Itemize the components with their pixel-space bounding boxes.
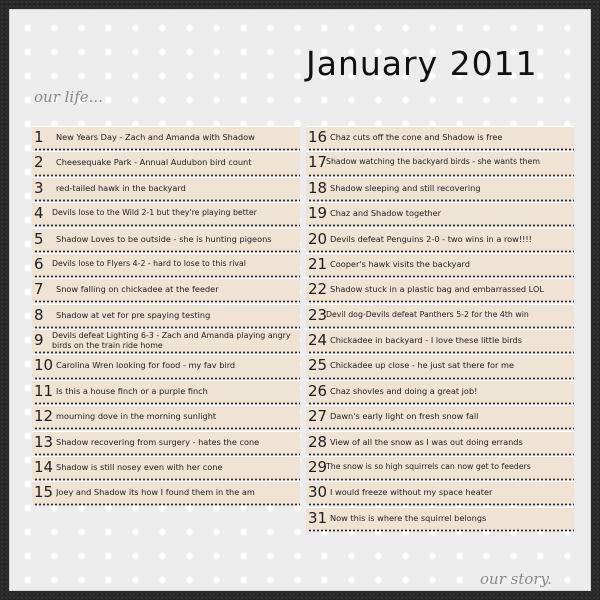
entry-day-number: 26	[308, 381, 328, 400]
journal-entry-day-26	[306, 380, 574, 404]
journal-entry-day-10	[32, 354, 300, 378]
journal-entry-day-7	[32, 278, 300, 302]
journal-column-right	[306, 126, 574, 532]
entry-text: New Years Day - Zach and Amanda with Shadow	[56, 132, 255, 142]
entry-day-number: 30	[308, 483, 328, 502]
entry-text: Shadow sleeping and still recovering	[330, 182, 481, 193]
entry-text: Chickadee up close - he just sat there for me	[330, 360, 515, 371]
entry-day-number: 12	[34, 407, 54, 426]
entry-text: Snow falling on chickadee at the feeder	[56, 284, 219, 295]
entry-text: Shadow is still nosey even with her cone	[56, 461, 223, 472]
entry-day-number: 15	[34, 483, 54, 502]
entry-text: Joey and Shadow its how I found them in the am	[56, 487, 255, 498]
journal-entry-day-16	[306, 126, 574, 150]
journal-entry-day-19	[306, 202, 574, 226]
entry-text: Chaz cuts off the cone and Shadow is free	[330, 132, 503, 142]
entry-text: View of all the snow as I was out doing errands	[330, 436, 523, 447]
entry-text: Devils lose to the Wild 2-1 but they're playing better	[52, 208, 257, 218]
journal-entry-day-8	[32, 304, 300, 328]
journal-entry-day-29	[306, 456, 574, 480]
entry-day-number: 14	[34, 457, 54, 476]
journal-entry-day-11	[32, 380, 300, 404]
journal-entry-day-25	[306, 354, 574, 378]
entry-text: Cooper's hawk visits the backyard	[330, 258, 470, 269]
entry-day-number: 18	[308, 178, 328, 197]
entry-text: Shadow recovering from surgery - hates the cone	[56, 436, 260, 447]
entry-text: I would freeze without my space heater	[330, 487, 493, 498]
entry-text: Dawn's early light on fresh snow fall	[330, 411, 479, 422]
journal-entry-day-27	[306, 405, 574, 429]
journal-entry-day-28	[306, 431, 574, 455]
entry-text: Chaz and Shadow together	[330, 208, 441, 219]
entry-day-number: 5	[34, 229, 44, 248]
journal-entry-day-9	[32, 329, 300, 353]
journal-entry-day-1	[32, 126, 300, 150]
entry-day-number: 23	[308, 305, 328, 324]
journal-entry-day-6	[32, 253, 300, 277]
journal-entry-day-14	[32, 456, 300, 480]
journal-column-left	[32, 126, 300, 507]
entry-day-number: 29	[308, 457, 328, 476]
entry-text: Devils defeat Penguins 2-0 - two wins in a row!!!!	[330, 233, 532, 244]
entry-day-number: 27	[308, 407, 328, 426]
entry-text: Devils lose to Flyers 4-2 - hard to lose to this rival	[52, 258, 246, 268]
journal-entry-day-22	[306, 278, 574, 302]
journal-entry-day-3	[32, 177, 300, 201]
entry-day-number: 8	[34, 305, 44, 324]
entry-day-number: 13	[34, 432, 54, 451]
journal-entry-day-24	[306, 329, 574, 353]
journal-entry-day-12	[32, 405, 300, 429]
entry-text: Devils defeat Lighting 6-3 - Zach and Amanda playing angry birds on the train ride home	[52, 331, 291, 350]
entry-day-number: 20	[308, 229, 328, 248]
entry-day-number: 2	[34, 153, 44, 172]
journal-entry-day-17	[306, 151, 574, 175]
journal-entry-day-23	[306, 304, 574, 328]
entry-day-number: 22	[308, 280, 328, 299]
journal-entry-day-30	[306, 481, 574, 505]
entry-text: Shadow at vet for pre spaying testing	[56, 309, 211, 320]
entry-day-number: 11	[34, 381, 54, 400]
journal-entry-day-15	[32, 481, 300, 505]
entry-day-number: 6	[34, 254, 44, 273]
entry-text: Now this is where the squirrel belongs	[330, 512, 487, 523]
entry-day-number: 25	[308, 356, 328, 375]
entry-day-number: 1	[34, 128, 44, 146]
journal-entry-day-31	[306, 507, 574, 531]
entry-text: Devil dog-Devils defeat Panthers 5-2 for the 4th win	[326, 309, 529, 319]
entry-text: mourning dove in the morning sunlight	[56, 411, 217, 422]
entry-text: red-tailed hawk in the backyard	[56, 182, 186, 193]
journal-entry-day-13	[32, 431, 300, 455]
our-life-label: our life...	[34, 88, 103, 106]
entry-day-number: 24	[308, 331, 328, 349]
entry-day-number: 10	[34, 356, 54, 375]
entry-day-number: 19	[308, 204, 328, 223]
entry-day-number: 17	[308, 153, 328, 172]
entry-text: Shadow Loves to be outside - she is hunting pigeons	[56, 233, 272, 244]
entry-text: Carolina Wren looking for food - my fav bird	[56, 360, 236, 371]
journal-entry-day-18	[306, 177, 574, 201]
entry-text: The snow is so high squirrels can now get to feeders	[326, 461, 531, 471]
entry-day-number: 9	[34, 331, 44, 349]
entry-day-number: 16	[308, 128, 328, 146]
entry-day-number: 3	[34, 178, 44, 197]
journal-entry-day-5	[32, 228, 300, 252]
entry-day-number: 21	[308, 254, 328, 273]
scrapbook-page	[10, 10, 590, 590]
entry-day-number: 4	[34, 204, 44, 223]
page-title: January 2011	[306, 44, 538, 83]
entry-text: Shadow stuck in a plastic bag and embarrassed LOL	[330, 284, 544, 295]
entry-day-number: 31	[308, 508, 328, 527]
our-story-label: our story.	[480, 570, 552, 588]
journal-entry-day-21	[306, 253, 574, 277]
entry-text: Is this a house finch or a purple finch	[56, 385, 208, 396]
entry-text: Cheesequake Park - Annual Audubon bird count	[56, 157, 252, 168]
entry-text: Shadow watching the backyard birds - she wants them	[326, 157, 540, 167]
entry-day-number: 28	[308, 432, 328, 451]
journal-entry-day-4	[32, 202, 300, 226]
entry-text: Chickadee in backyard - I love these little birds	[330, 335, 523, 345]
journal-entry-day-20	[306, 228, 574, 252]
entry-text: Chaz shovles and doing a great job!	[330, 385, 478, 396]
entry-day-number: 7	[34, 280, 44, 299]
journal-entry-day-2	[32, 151, 300, 175]
